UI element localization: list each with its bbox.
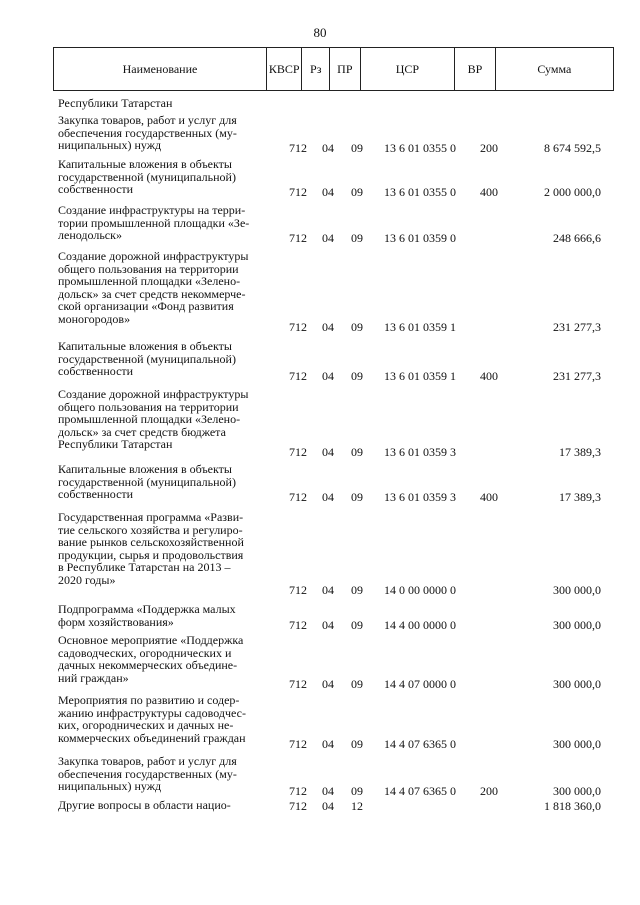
row-name: Капитальные вложения в объекты государственной (муниципальной) собственности bbox=[58, 339, 236, 378]
row-pr: 09 bbox=[351, 230, 363, 245]
row-vr: 200 bbox=[480, 140, 498, 155]
row-pr: 09 bbox=[351, 489, 363, 504]
row-sum: 300 000,0 bbox=[553, 582, 601, 597]
column-header-name: Наименование bbox=[122, 61, 198, 76]
row-name: Другие вопросы в области нацио- bbox=[58, 798, 231, 812]
row-pr: 09 bbox=[351, 444, 363, 459]
row-pr: 09 bbox=[351, 783, 363, 798]
page-number: 80 bbox=[313, 25, 327, 40]
column-header-csr: ЦСР bbox=[360, 48, 455, 90]
row-name: Создание дорожной инфраструктуры общего пользования на территории промышленной площадки «Зелено- дольск» за счет средств некоммерче- ской организации «Фонд развития моногородов» bbox=[58, 249, 249, 326]
row-rz: 04 bbox=[322, 736, 334, 751]
row-sum: 300 000,0 bbox=[553, 783, 601, 798]
row-pr: 09 bbox=[351, 319, 363, 334]
row-kvsr: 712 bbox=[289, 368, 307, 383]
table-row bbox=[0, 204, 640, 244]
table-row bbox=[0, 340, 640, 382]
table-row bbox=[0, 799, 640, 812]
row-pr: 09 bbox=[351, 736, 363, 751]
row-name: Закупка товаров, работ и услуг для обеспечения государственных (му- ниципальных) нужд bbox=[58, 754, 237, 793]
row-csr: 14 4 07 6365 0 bbox=[384, 783, 456, 798]
row-kvsr: 712 bbox=[289, 676, 307, 691]
table-row bbox=[0, 511, 640, 596]
table-header bbox=[53, 47, 614, 91]
row-csr: 13 6 01 0359 3 bbox=[384, 444, 456, 459]
row-csr: 13 6 01 0359 1 bbox=[384, 319, 456, 334]
row-sum: 248 666,6 bbox=[553, 230, 601, 245]
row-kvsr: 712 bbox=[289, 319, 307, 334]
column-header-kvsr: КВСР bbox=[266, 48, 302, 90]
row-rz: 04 bbox=[322, 582, 334, 597]
row-rz: 04 bbox=[322, 319, 334, 334]
row-name: Капитальные вложения в объекты государственной (муниципальной) собственности bbox=[58, 462, 236, 501]
column-header-vr: ВР bbox=[454, 48, 494, 90]
row-name: Создание дорожной инфраструктуры общего пользования на территории промышленной площадки «Зелено- дольск» за счет средств бюджета Республики Татарстан bbox=[58, 387, 249, 451]
row-kvsr: 712 bbox=[289, 140, 307, 155]
row-vr: 400 bbox=[480, 184, 498, 199]
row-kvsr: 712 bbox=[289, 798, 307, 813]
table-row bbox=[0, 603, 640, 631]
row-csr: 14 4 00 0000 0 bbox=[384, 617, 456, 632]
row-name: Республики Татарстан bbox=[58, 96, 173, 110]
row-name: Мероприятия по развитию и содер- жанию инфраструктуры садоводчес- ких, огороднических и дачных не- коммерческих объединений граждан bbox=[58, 693, 246, 745]
row-csr: 13 6 01 0359 1 bbox=[384, 368, 456, 383]
column-header-rz: Рз bbox=[301, 48, 329, 90]
table-row bbox=[0, 694, 640, 750]
column-header-sum: Сумма bbox=[495, 48, 613, 90]
row-kvsr: 712 bbox=[289, 783, 307, 798]
row-rz: 04 bbox=[322, 184, 334, 199]
row-sum: 2 000 000,0 bbox=[544, 184, 601, 199]
row-csr: 14 4 07 6365 0 bbox=[384, 736, 456, 751]
row-name: Государственная программа «Разви- тие сельского хозяйства и регулиро- вание рынков сельскохозяйственной продукции, сырья и продовольствия в Республике Татарстан на 2013 – 2020 годы» bbox=[58, 510, 244, 587]
table-row bbox=[0, 250, 640, 333]
row-rz: 04 bbox=[322, 489, 334, 504]
row-csr: 13 6 01 0359 3 bbox=[384, 489, 456, 504]
row-pr: 09 bbox=[351, 368, 363, 383]
row-sum: 17 389,3 bbox=[559, 444, 601, 459]
row-name: Закупка товаров, работ и услуг для обеспечения государственных (му- ниципальных) нужд bbox=[58, 113, 237, 152]
row-csr: 13 6 01 0359 0 bbox=[384, 230, 456, 245]
row-pr: 09 bbox=[351, 582, 363, 597]
row-vr: 400 bbox=[480, 489, 498, 504]
row-rz: 04 bbox=[322, 783, 334, 798]
row-csr: 13 6 01 0355 0 bbox=[384, 184, 456, 199]
row-kvsr: 712 bbox=[289, 582, 307, 597]
table-row bbox=[0, 114, 640, 154]
row-pr: 12 bbox=[351, 798, 363, 813]
table-row bbox=[0, 97, 640, 110]
row-sum: 17 389,3 bbox=[559, 489, 601, 504]
row-sum: 8 674 592,5 bbox=[544, 140, 601, 155]
row-sum: 300 000,0 bbox=[553, 736, 601, 751]
table-row bbox=[0, 158, 640, 198]
row-rz: 04 bbox=[322, 617, 334, 632]
row-rz: 04 bbox=[322, 676, 334, 691]
row-csr: 14 0 00 0000 0 bbox=[384, 582, 456, 597]
table-row bbox=[0, 634, 640, 690]
row-rz: 04 bbox=[322, 368, 334, 383]
table-row bbox=[0, 388, 640, 458]
row-kvsr: 712 bbox=[289, 444, 307, 459]
row-pr: 09 bbox=[351, 617, 363, 632]
row-vr: 400 bbox=[480, 368, 498, 383]
row-name: Создание инфраструктуры на терри- тории промышленной площадки «Зе- ленодольск» bbox=[58, 203, 250, 242]
table-row bbox=[0, 463, 640, 503]
table-row bbox=[0, 755, 640, 797]
row-sum: 231 277,3 bbox=[553, 319, 601, 334]
row-kvsr: 712 bbox=[289, 184, 307, 199]
row-kvsr: 712 bbox=[289, 489, 307, 504]
row-sum: 300 000,0 bbox=[553, 676, 601, 691]
row-pr: 09 bbox=[351, 140, 363, 155]
row-csr: 13 6 01 0355 0 bbox=[384, 140, 456, 155]
row-name: Основное мероприятие «Поддержка садоводческих, огороднических и дачных некоммерческих объедине- ний граждан» bbox=[58, 633, 244, 685]
row-kvsr: 712 bbox=[289, 230, 307, 245]
row-name: Капитальные вложения в объекты государственной (муниципальной) собственности bbox=[58, 157, 236, 196]
row-rz: 04 bbox=[322, 230, 334, 245]
row-kvsr: 712 bbox=[289, 617, 307, 632]
column-header-pr: ПР bbox=[329, 48, 360, 90]
row-sum: 300 000,0 bbox=[553, 617, 601, 632]
row-pr: 09 bbox=[351, 184, 363, 199]
row-name: Подпрограмма «Поддержка малых форм хозяйствования» bbox=[58, 602, 236, 629]
row-pr: 09 bbox=[351, 676, 363, 691]
row-rz: 04 bbox=[322, 798, 334, 813]
row-kvsr: 712 bbox=[289, 736, 307, 751]
row-rz: 04 bbox=[322, 140, 334, 155]
row-vr: 200 bbox=[480, 783, 498, 798]
row-csr: 14 4 07 0000 0 bbox=[384, 676, 456, 691]
row-sum: 231 277,3 bbox=[553, 368, 601, 383]
row-rz: 04 bbox=[322, 444, 334, 459]
row-sum: 1 818 360,0 bbox=[544, 798, 601, 813]
